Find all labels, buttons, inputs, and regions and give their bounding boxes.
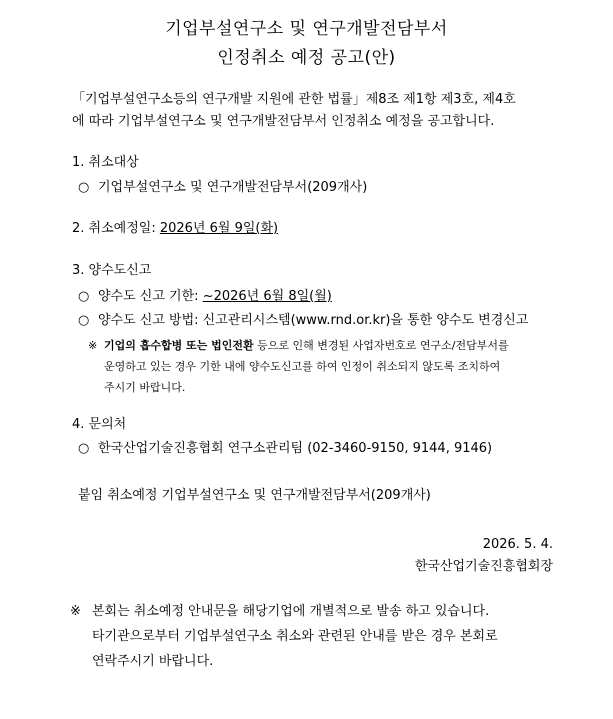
section-2-label: 2. 취소예정일: [72,221,160,236]
section-2-line [72,218,278,240]
attachment-note: 붙임 취소예정 기업부설연구소 및 연구개발전담부서(209개사) [78,488,431,503]
note-mark-icon: ※ [88,339,98,352]
bullet-icon: ○ [78,289,90,304]
transfer-note-line-3: 주시기 바랍니다. [104,381,186,394]
document-title-line-1: 기업부설연구소 및 연구개발전담부서 [165,19,448,39]
transfer-deadline-line [98,286,332,308]
cancel-date: 2026년 6월 9일(화) [159,221,279,236]
bullet-icon: ○ [78,441,90,456]
document-title-line-2: 인정취소 예정 공고(안) [217,48,396,68]
announcement-date: 2026. 5. 4. [482,537,553,552]
section-1-heading: 1. 취소대상 [72,155,139,170]
transfer-note-rest: 등으로 인해 변경된 사업자번호로 연구소/전담부서를 [253,339,509,352]
contact-info: 한국산업기술진흥협회 연구소관리팀 (02-3460-9150, 9144, 9146) [98,441,493,456]
section-4-heading: 4. 문의처 [72,417,127,432]
section-3-heading: 3. 양수도신고 [72,263,152,278]
bullet-icon: ○ [78,313,90,328]
transfer-deadline-value: ~2026년 6월 8일(월) [202,289,332,304]
transfer-note-line-2: 운영하고 있는 경우 기한 내에 양수도신고를 하여 인정이 취소되지 않도록 조치하여 [104,360,501,373]
transfer-note-line-1 [104,335,509,356]
footer-line-3: 연락주시기 바랍니다. [92,654,214,669]
footer-line-1: 본회는 취소예정 안내문을 해당기업에 개별적으로 발송 하고 있습니다. [92,604,490,619]
issuer-name: 한국산업기술진흥협회장 [414,559,553,574]
transfer-note-bold: 기업의 흡수합병 또는 법인전환 [104,339,254,352]
footer-mark-icon: ※ [70,604,81,619]
intro-line-2: 에 따라 기업부설연구소 및 연구개발전담부서 인정취소 예정을 공고합니다. [72,114,495,129]
transfer-method: 양수도 신고 방법: 신고관리시스템(www.rnd.or.kr)을 통한 양수도 변경신고 [98,313,529,328]
footer-line-2: 타기관으로부터 기업부설연구소 취소와 관련된 안내를 받은 경우 본회로 [92,629,498,644]
cancel-target-item: 기업부설연구소 및 연구개발전담부서(209개사) [98,180,368,195]
bullet-icon: ○ [78,180,90,195]
transfer-deadline-label: 양수도 신고 기한: [98,289,203,304]
intro-line-1: 「기업부설연구소등의 연구개발 지원에 관한 법률」제8조 제1항 제3호, 제4호 [72,92,516,107]
